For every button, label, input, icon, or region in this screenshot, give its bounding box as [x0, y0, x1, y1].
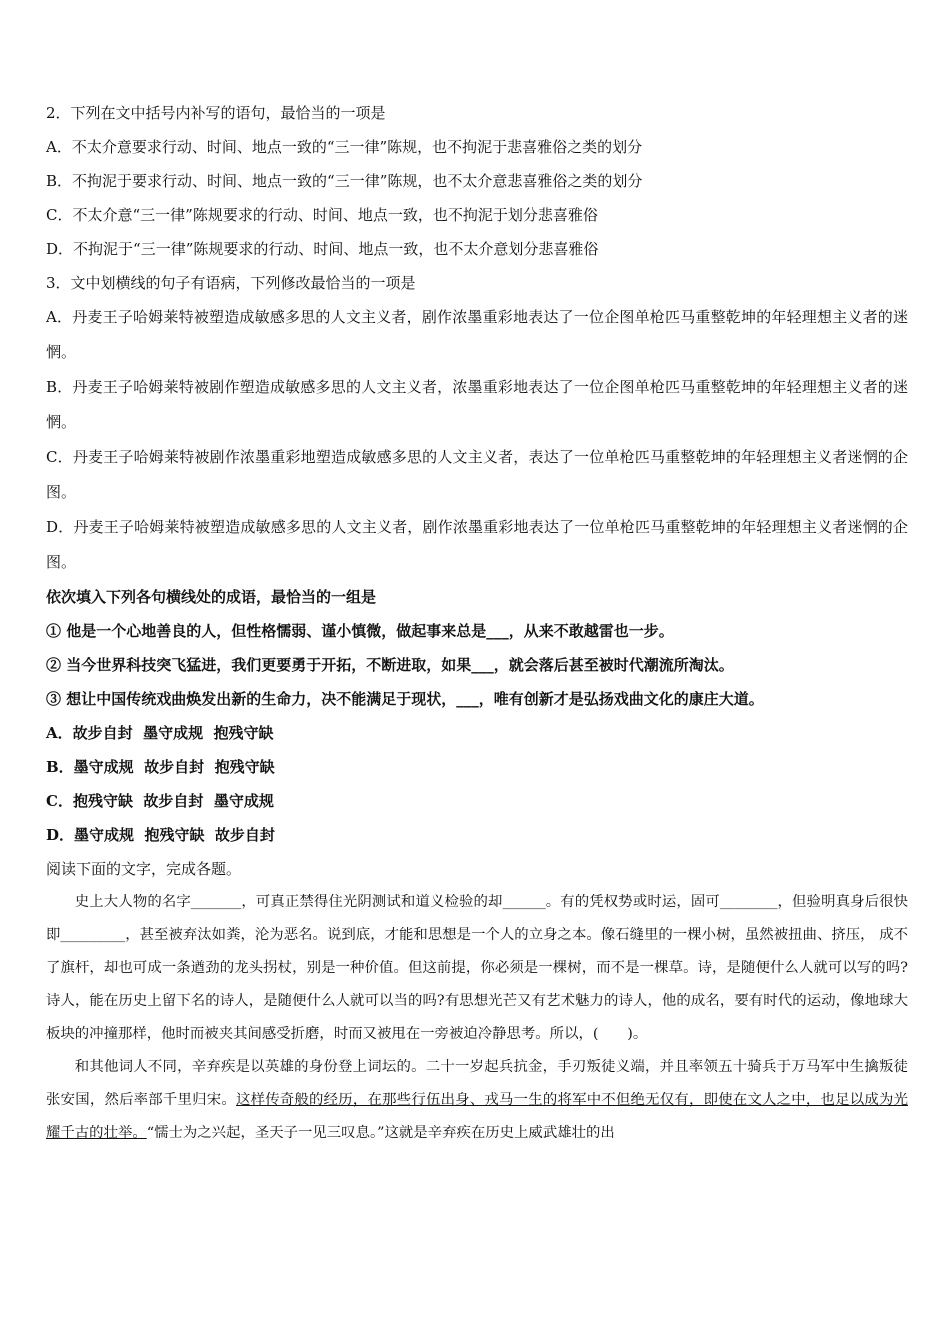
idiom-sentence-2: ② 当今世界科技突飞猛进，我们更要勇于开拓，不断进取，如果___，就会落后甚至被时代潮流所淘汰。: [46, 656, 734, 674]
idiom-option-c: C．抱残守缺 故步自封 墨守成规: [46, 792, 274, 810]
paragraph-2-intro: 和其他词人不同，辛弃疾是以英雄的身份登上词坛的。二十一岁起兵抗金，手刃叛徒义端，并且率领五十骑兵于万马军中生擒叛徒张安国，然后率部千里归宋。: [46, 1059, 908, 1108]
idiom-question-stem: 依次填入下列各句横线处的成语，最恰当的一组是: [46, 588, 377, 606]
q3-option-a: A．丹麦王子哈姆莱特被塑造成敏感多思的人文主义者，剧作浓墨重彩地表达了一位企图单枪匹马重整乾坤的年轻理想主义者的迷惘。: [46, 308, 908, 361]
underlined-sentence: 这样传奇般的经历，在那些行伍出身、戎马一生的将军中不但绝无仅有，即使在文人之中，也足以成为光耀千古的壮举。: [46, 1092, 908, 1141]
paragraph-2-continuation: “懦士为之兴起，圣天子一见三叹息。”这就是辛弃疾在历史上威武雄壮的出: [146, 1125, 615, 1141]
exam-page: [46, 96, 908, 1150]
idiom-option-d: D．墨守成规 抱残守缺 故步自封: [46, 826, 275, 844]
q3-option-b: B．丹麦王子哈姆莱特被剧作塑造成敏感多思的人文主义者，浓墨重彩地表达了一位企图单枪匹马重整乾坤的年轻理想主义者的迷惘。: [46, 378, 908, 431]
idiom-sentence-3: ③ 想让中国传统戏曲焕发出新的生命力，决不能满足于现状，___，唯有创新才是弘扬戏曲文化的康庄大道。: [46, 690, 764, 708]
idiom-option-b: B．墨守成规 故步自封 抱残守缺: [46, 758, 275, 776]
question-3-stem: 3．文中划横线的句子有语病，下列修改最恰当的一项是: [46, 274, 416, 292]
reading-paragraph-1: 史上大人物的名字_______，可真正禁得住光阴测试和道义检验的却______。有的凭权势或时运，固可________，但验明真身后很快即_________，甚至被弃汰如粪，沦为恶名。说到底，才能和思想是一个人的立身之本。像石缝里的一棵小树，虽然被扭曲、挤压， 成不了旗杆，却也可成一条遒劲的龙头拐杖，别是一种价值。但这前提，你必须是一棵树，而不是一棵草。诗，是随便什么人就可以写的吗?诗人，能在历史上留下名的诗人，是随便什么人就可以当的吗?有思想光芒又有艺术魅力的诗人，他的成名，要有时代的运动，像地球大板块的冲撞那样，他时而被夹其间感受折磨，时而又被甩在一旁被迫冷静思考。所以，( )。: [46, 894, 908, 1042]
q2-option-d: D．不拘泥于“三一律”陈规要求的行动、时间、地点一致，也不太介意划分悲喜雅俗: [46, 240, 599, 258]
reading-instruction: 阅读下面的文字，完成各题。: [46, 860, 242, 878]
q3-option-c: C．丹麦王子哈姆莱特被剧作浓墨重彩地塑造成敏感多思的人文主义者，表达了一位单枪匹马重整乾坤的年轻理想主义者迷惘的企图。: [46, 448, 908, 501]
idiom-option-a: A．故步自封 墨守成规 抱残守缺: [46, 724, 274, 742]
question-2-stem: 2．下列在文中括号内补写的语句，最恰当的一项是: [46, 104, 386, 122]
reading-paragraph-2: [46, 1051, 908, 1150]
q3-option-d: D．丹麦王子哈姆莱特被塑造成敏感多思的人文主义者，剧作浓墨重彩地表达了一位单枪匹马重整乾坤的年轻理想主义者迷惘的企图。: [46, 518, 908, 571]
idiom-sentence-1: ① 他是一个心地善良的人，但性格懦弱、谨小慎微，做起事来总是___，从来不敢越雷也一步。: [46, 622, 674, 640]
q2-option-c: C．不太介意“三一律”陈规要求的行动、时间、地点一致，也不拘泥于划分悲喜雅俗: [46, 206, 598, 224]
q2-option-a: A．不太介意要求行动、时间、地点一致的“三一律”陈规，也不拘泥于悲喜雅俗之类的划分: [46, 138, 643, 156]
q2-option-b: B．不拘泥于要求行动、时间、地点一致的“三一律”陈规，也不太介意悲喜雅俗之类的划分: [46, 172, 643, 190]
